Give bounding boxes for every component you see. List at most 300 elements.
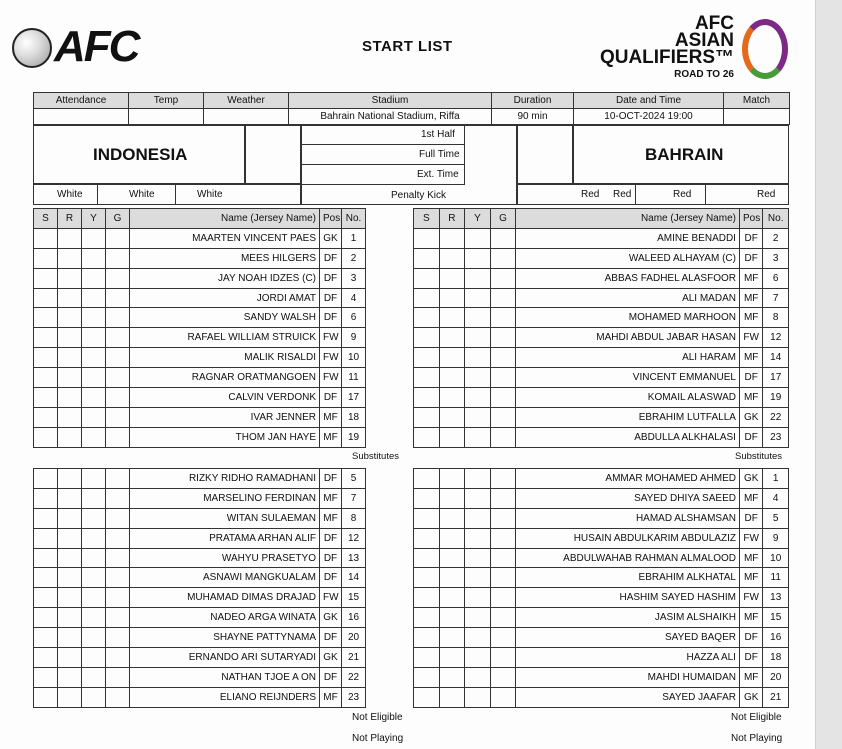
stat-cell: [82, 548, 106, 568]
stat-cell: [82, 427, 106, 447]
stat-cell: [106, 248, 130, 268]
attendance-header: Attendance: [34, 93, 129, 109]
player-name: ALI HARAM: [516, 348, 740, 368]
player-number: 10: [763, 548, 789, 568]
stat-cell: [58, 648, 82, 668]
player-row: [34, 469, 414, 489]
player-row: [34, 608, 414, 628]
player-name: VINCENT EMMANUEL: [516, 368, 740, 388]
player-number: 8: [342, 508, 366, 528]
player-pos: FW: [739, 588, 762, 608]
player-row: [414, 228, 789, 248]
stat-cell: [34, 268, 58, 288]
player-name: HUSAIN ABDULKARIM ABDULAZIZ: [516, 528, 740, 548]
period-penalty-kick: Penalty Kick: [391, 190, 447, 201]
player-number: 18: [763, 648, 789, 668]
player-row: [414, 648, 789, 668]
player-number: 9: [342, 328, 366, 348]
player-number: 15: [763, 608, 789, 628]
stat-cell: [58, 628, 82, 648]
player-row: [414, 528, 789, 548]
gap: [366, 427, 414, 447]
player-row: [34, 488, 414, 508]
stat-cell: [414, 528, 440, 548]
stat-cell: [414, 348, 440, 368]
stat-cell: [439, 469, 465, 489]
stat-cell: [58, 488, 82, 508]
bahrain-not-eligible: Not Eligible: [731, 712, 782, 723]
player-row: [414, 308, 789, 328]
stat-cell: [439, 268, 465, 288]
stadium-header: Stadium: [289, 93, 492, 109]
stat-cell: [490, 407, 516, 427]
stat-cell: [82, 288, 106, 308]
player-pos: DF: [320, 628, 342, 648]
player-name: MUHAMAD DIMAS DRAJAD: [130, 588, 320, 608]
player-number: 21: [342, 648, 366, 668]
stat-cell: [34, 648, 58, 668]
player-pos: DF: [320, 248, 342, 268]
left-color-2: White: [129, 189, 155, 200]
player-pos: DF: [739, 648, 762, 668]
stat-cell: [490, 508, 516, 528]
player-pos: GK: [320, 608, 342, 628]
stat-cell: [414, 508, 440, 528]
gap: [366, 248, 414, 268]
player-number: 20: [342, 628, 366, 648]
gap: [366, 528, 414, 548]
stat-cell: [58, 608, 82, 628]
player-pos: MF: [739, 308, 762, 328]
gap: [366, 469, 414, 489]
stat-cell: [58, 568, 82, 588]
stat-cell: [58, 667, 82, 687]
player-row: [414, 248, 789, 268]
stat-cell: [58, 508, 82, 528]
stat-cell: [465, 608, 491, 628]
stat-cell: [106, 508, 130, 528]
indonesia-substitutes-label: Substitutes: [352, 451, 399, 462]
stat-cell: [414, 328, 440, 348]
player-number: 11: [763, 568, 789, 588]
gap: [366, 608, 414, 628]
player-number: 6: [342, 308, 366, 328]
player-name: EBRAHIM ALKHATAL: [516, 568, 740, 588]
stat-cell: [465, 528, 491, 548]
stat-cell: [34, 388, 58, 408]
player-name: MAHDI ABDUL JABAR HASAN: [516, 328, 740, 348]
stat-cell: [58, 248, 82, 268]
player-row: [34, 548, 414, 568]
player-name: PRATAMA ARHAN ALIF: [130, 528, 320, 548]
stat-cell: [414, 368, 440, 388]
stat-cell: [82, 388, 106, 408]
stat-cell: [490, 687, 516, 707]
stat-cell: [465, 288, 491, 308]
stat-cell: [490, 348, 516, 368]
col-s: S: [414, 209, 440, 229]
indonesia-subs-table: [33, 468, 414, 708]
player-pos: GK: [739, 407, 762, 427]
col-g: G: [490, 209, 516, 229]
player-name: ABBAS FADHEL ALASFOOR: [516, 268, 740, 288]
player-row: [414, 488, 789, 508]
stat-cell: [82, 687, 106, 707]
player-number: 2: [342, 248, 366, 268]
gap: [366, 288, 414, 308]
stat-cell: [465, 228, 491, 248]
stat-cell: [439, 667, 465, 687]
col-pos: Pos: [320, 209, 342, 229]
player-number: 3: [763, 248, 789, 268]
stat-cell: [58, 268, 82, 288]
stat-cell: [106, 268, 130, 288]
stat-cell: [106, 528, 130, 548]
player-number: 20: [763, 667, 789, 687]
player-number: 19: [342, 427, 366, 447]
right-color-2: Red: [613, 189, 632, 200]
stat-cell: [439, 508, 465, 528]
player-name: CALVIN VERDONK: [130, 388, 320, 408]
player-row: [34, 388, 414, 408]
stat-cell: [490, 588, 516, 608]
player-number: 15: [342, 588, 366, 608]
player-number: 21: [763, 687, 789, 707]
stat-cell: [414, 268, 440, 288]
stat-cell: [490, 628, 516, 648]
gap: [366, 407, 414, 427]
player-number: 1: [763, 469, 789, 489]
stadium-value: Bahrain National Stadium, Riffa: [289, 109, 492, 125]
player-pos: GK: [739, 687, 762, 707]
stat-cell: [106, 407, 130, 427]
player-name: SAYED DHIYA SAEED: [516, 488, 740, 508]
afc-logo: [12, 22, 139, 72]
gap: [366, 548, 414, 568]
stat-cell: [439, 348, 465, 368]
left-color-3: White: [197, 189, 223, 200]
stat-cell: [465, 469, 491, 489]
stat-cell: [106, 488, 130, 508]
col-g: G: [106, 209, 130, 229]
stat-cell: [414, 427, 440, 447]
stat-cell: [439, 388, 465, 408]
stat-cell: [414, 687, 440, 707]
player-row: [414, 348, 789, 368]
player-name: NADEO ARGA WINATA: [130, 608, 320, 628]
player-name: WALEED ALHAYAM (C): [516, 248, 740, 268]
player-pos: FW: [320, 368, 342, 388]
player-number: 14: [763, 348, 789, 368]
stat-cell: [414, 308, 440, 328]
date-time-value: 10-OCT-2024 19:00: [574, 109, 724, 125]
aq-line-3: QUALIFIERS™: [599, 47, 734, 68]
stat-cell: [465, 328, 491, 348]
player-pos: GK: [320, 228, 342, 248]
background-margin: [816, 0, 842, 749]
player-row: [414, 628, 789, 648]
player-name: ABDULWAHAB RAHMAN ALMALOOD: [516, 548, 740, 568]
stat-cell: [414, 667, 440, 687]
stat-cell: [106, 427, 130, 447]
stat-cell: [414, 628, 440, 648]
player-row: [34, 588, 414, 608]
stat-cell: [34, 228, 58, 248]
stat-cell: [465, 427, 491, 447]
bahrain-substitutes-label: Substitutes: [735, 451, 782, 462]
stat-cell: [58, 368, 82, 388]
player-name: THOM JAN HAYE: [130, 427, 320, 447]
stat-cell: [490, 268, 516, 288]
col-no: No.: [342, 209, 366, 229]
stat-cell: [465, 348, 491, 368]
stat-cell: [82, 667, 106, 687]
duration-value: 90 min: [492, 109, 574, 125]
stat-cell: [34, 508, 58, 528]
player-number: 17: [342, 388, 366, 408]
gap: [366, 209, 414, 229]
stat-cell: [82, 228, 106, 248]
stat-cell: [58, 427, 82, 447]
player-number: 23: [342, 687, 366, 707]
stat-cell: [490, 308, 516, 328]
player-name: MALIK RISALDI: [130, 348, 320, 368]
player-row: [34, 228, 414, 248]
date-time-header: Date and Time: [574, 93, 724, 109]
stat-cell: [58, 228, 82, 248]
right-color-1: Red: [581, 189, 600, 200]
stat-cell: [439, 368, 465, 388]
bahrain-not-playing: Not Playing: [731, 733, 783, 744]
player-row: [34, 308, 414, 328]
player-number: 7: [342, 488, 366, 508]
player-name: SHAYNE PATTYNAMA: [130, 628, 320, 648]
player-name: RAGNAR ORATMANGOEN: [130, 368, 320, 388]
stat-cell: [414, 228, 440, 248]
player-name: JAY NOAH IDZES (C): [130, 268, 320, 288]
player-row: [34, 687, 414, 707]
player-pos: MF: [739, 388, 762, 408]
stat-cell: [439, 228, 465, 248]
player-pos: MF: [739, 288, 762, 308]
stat-cell: [465, 687, 491, 707]
match-info-table: [33, 92, 790, 125]
player-number: 11: [342, 368, 366, 388]
right-colors-row: [517, 184, 789, 205]
stat-cell: [465, 488, 491, 508]
player-row: [34, 528, 414, 548]
temp-header: Temp: [129, 93, 204, 109]
stat-cell: [465, 508, 491, 528]
player-row: [34, 248, 414, 268]
stat-cell: [439, 568, 465, 588]
stat-cell: [465, 388, 491, 408]
player-name: WAHYU PRASETYO: [130, 548, 320, 568]
player-row: [414, 427, 789, 447]
player-name: ASNAWI MANGKUALAM: [130, 568, 320, 588]
right-color-3: Red: [673, 189, 692, 200]
stat-cell: [106, 288, 130, 308]
stat-cell: [82, 628, 106, 648]
stat-cell: [465, 628, 491, 648]
stat-cell: [439, 687, 465, 707]
player-row: [414, 268, 789, 288]
col-pos: Pos: [739, 209, 762, 229]
player-pos: MF: [739, 268, 762, 288]
stat-cell: [439, 588, 465, 608]
player-row: [34, 288, 414, 308]
gap: [366, 308, 414, 328]
stat-cell: [34, 427, 58, 447]
stat-cell: [439, 608, 465, 628]
page-title: START LIST: [362, 38, 453, 55]
period-ext-time: Ext. Time: [417, 169, 459, 180]
player-number: 17: [763, 368, 789, 388]
stat-cell: [82, 407, 106, 427]
stat-cell: [58, 388, 82, 408]
player-name: RAFAEL WILLIAM STRUICK: [130, 328, 320, 348]
stat-cell: [34, 608, 58, 628]
stat-cell: [34, 588, 58, 608]
player-row: [414, 407, 789, 427]
right-team-name: BAHRAIN: [645, 145, 724, 164]
stat-cell: [106, 648, 130, 668]
player-row: [34, 427, 414, 447]
player-number: 2: [763, 228, 789, 248]
stat-cell: [106, 469, 130, 489]
weather-value: [204, 109, 289, 125]
period-full-time: Full Time: [419, 149, 460, 160]
player-number: 6: [763, 268, 789, 288]
player-name: AMMAR MOHAMED AHMED: [516, 469, 740, 489]
stat-cell: [465, 268, 491, 288]
player-pos: DF: [320, 548, 342, 568]
stat-cell: [82, 328, 106, 348]
col-s: S: [34, 209, 58, 229]
stat-cell: [106, 348, 130, 368]
bahrain-subs-table: [413, 468, 789, 708]
aq-line-4: ROAD TO 26: [674, 69, 734, 80]
stat-cell: [414, 288, 440, 308]
stat-cell: [439, 407, 465, 427]
player-number: 14: [342, 568, 366, 588]
stat-cell: [34, 628, 58, 648]
indonesia-not-eligible: Not Eligible: [352, 712, 403, 723]
player-row: [34, 348, 414, 368]
stat-cell: [34, 568, 58, 588]
stat-cell: [106, 548, 130, 568]
player-name: HASHIM SAYED HASHIM: [516, 588, 740, 608]
player-row: [414, 288, 789, 308]
stat-cell: [490, 568, 516, 588]
player-name: ERNANDO ARI SUTARYADI: [130, 648, 320, 668]
stat-cell: [34, 548, 58, 568]
stat-cell: [439, 628, 465, 648]
player-pos: MF: [320, 488, 342, 508]
stat-cell: [58, 469, 82, 489]
col-r: R: [58, 209, 82, 229]
col-r: R: [439, 209, 465, 229]
player-pos: MF: [320, 427, 342, 447]
player-number: 9: [763, 528, 789, 548]
team-header-block: [33, 125, 789, 205]
player-name: AMINE BENADDI: [516, 228, 740, 248]
stat-cell: [82, 588, 106, 608]
player-pos: DF: [739, 248, 762, 268]
player-pos: DF: [320, 268, 342, 288]
stat-cell: [106, 687, 130, 707]
right-score-box: [517, 125, 573, 184]
player-name: HAMAD ALSHAMSAN: [516, 508, 740, 528]
col-y: Y: [82, 209, 106, 229]
stat-cell: [414, 407, 440, 427]
player-row: [414, 368, 789, 388]
stat-cell: [34, 528, 58, 548]
gap: [366, 568, 414, 588]
stat-cell: [58, 308, 82, 328]
left-colors-divider-1: [97, 184, 98, 205]
stat-cell: [465, 407, 491, 427]
col-name: Name (Jersey Name): [130, 209, 320, 229]
stat-cell: [490, 427, 516, 447]
player-row: [34, 328, 414, 348]
player-row: [414, 588, 789, 608]
aq-line-2: ASIAN: [674, 30, 734, 51]
stat-cell: [82, 469, 106, 489]
player-pos: FW: [739, 528, 762, 548]
stat-cell: [58, 548, 82, 568]
stat-cell: [465, 308, 491, 328]
stat-cell: [34, 488, 58, 508]
attendance-value: [34, 109, 129, 125]
gap: [366, 588, 414, 608]
left-team-name: INDONESIA: [93, 145, 188, 164]
gap: [366, 228, 414, 248]
stat-cell: [34, 288, 58, 308]
player-row: [414, 608, 789, 628]
duration-header: Duration: [492, 93, 574, 109]
player-row: [414, 508, 789, 528]
player-number: 5: [763, 508, 789, 528]
gap: [366, 348, 414, 368]
player-pos: DF: [320, 528, 342, 548]
stat-cell: [82, 508, 106, 528]
stat-cell: [82, 528, 106, 548]
stat-cell: [439, 648, 465, 668]
stat-cell: [490, 488, 516, 508]
gap: [366, 328, 414, 348]
stat-cell: [439, 308, 465, 328]
player-row: [414, 568, 789, 588]
player-number: 22: [342, 667, 366, 687]
stat-cell: [82, 348, 106, 368]
player-row: [414, 469, 789, 489]
player-number: 12: [763, 328, 789, 348]
player-row: [34, 268, 414, 288]
stat-cell: [414, 248, 440, 268]
period-first-half: 1st Half: [421, 129, 455, 140]
gap: [366, 268, 414, 288]
stat-cell: [439, 488, 465, 508]
stat-cell: [439, 328, 465, 348]
stat-cell: [465, 548, 491, 568]
player-pos: DF: [320, 308, 342, 328]
stat-cell: [106, 667, 130, 687]
stat-cell: [439, 548, 465, 568]
player-row: [414, 388, 789, 408]
stat-cell: [490, 469, 516, 489]
stat-cell: [34, 248, 58, 268]
